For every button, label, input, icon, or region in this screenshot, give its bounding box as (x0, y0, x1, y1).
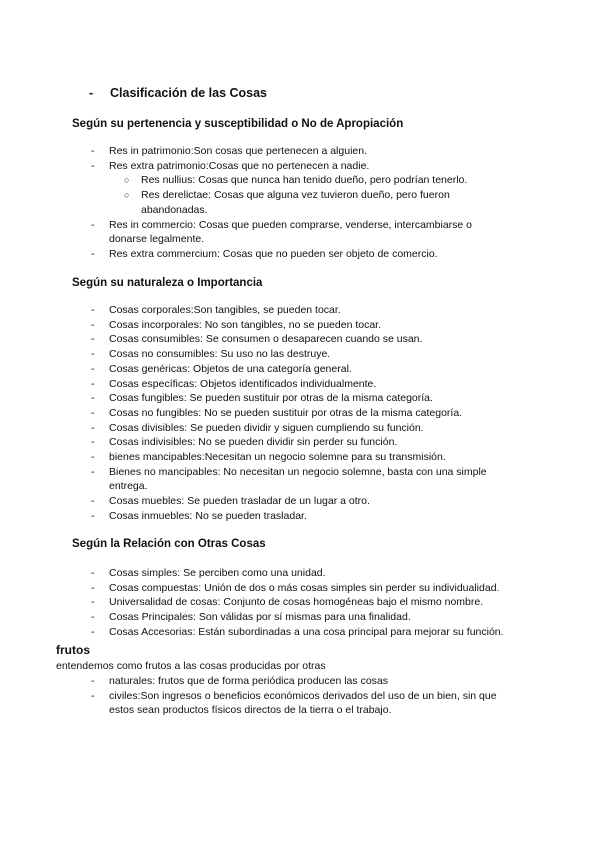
list-item: - naturales: frutos que de forma periódica producen las cosas (91, 674, 516, 689)
list-item: - Res in commercio: Cosas que pueden comprarse, venderse, intercambiarse o donarse legalmente. (91, 218, 511, 247)
list-item: - Cosas inmuebles: No se pueden trasladar. (91, 509, 511, 524)
list-item: - Universalidad de cosas: Conjunto de cosas homogéneas bajo el mismo nombre. (91, 595, 536, 610)
list-pertenencia (91, 144, 511, 262)
list-item: - Res in patrimonio:Son cosas que pertenecen a alguien. (91, 144, 511, 159)
title-dash: - (89, 86, 94, 100)
list-item: - Cosas corporales:Son tangibles, se pueden tocar. (91, 303, 511, 318)
title-text: Clasificación de las Cosas (110, 86, 268, 100)
sublist-res-extra (109, 173, 511, 217)
sublist-item: ○ Res nullius: Cosas que nunca han tenido dueño, pero podrían tenerlo. (109, 173, 511, 188)
list-frutos (91, 674, 516, 718)
document-title (89, 86, 267, 100)
list-item: - Cosas muebles: Se pueden trasladar de un lugar a otro. (91, 494, 511, 509)
sublist-item: ○ Res derelictae: Cosas que alguna vez tuvieron dueño, pero fueron abandonadas. (109, 188, 511, 217)
list-item: - Cosas no consumibles: Su uso no las destruye. (91, 347, 511, 362)
list-relacion (91, 566, 536, 640)
list-item: - civiles:Son ingresos o beneficios económicos derivados del uso de un bien, sin que estos sean productos físicos directos de la tierra o el trabajo. (91, 689, 516, 718)
list-item: - Cosas incorporales: No son tangibles, no se pueden tocar. (91, 318, 511, 333)
list-item: - Cosas simples: Se perciben como una unidad. (91, 566, 536, 581)
list-item: - Cosas fungibles: Se pueden sustituir por otras de la misma categoría. (91, 391, 511, 406)
list-item: - Cosas genéricas: Objetos de una categoría general. (91, 362, 511, 377)
frutos-intro: entendemos como frutos a las cosas producidas por otras (56, 660, 326, 672)
list-item: - Cosas Accesorias: Están subordinadas a una cosa principal para mejorar su función. (91, 625, 536, 640)
list-item: - Cosas consumibles: Se consumen o desaparecen cuando se usan. (91, 332, 511, 347)
list-naturaleza (91, 303, 511, 524)
list-item: - Cosas compuestas: Unión de dos o más cosas simples sin perder su individualidad. (91, 581, 536, 596)
list-item: - Cosas específicas: Objetos identificados individualmente. (91, 377, 511, 392)
section-heading-pertenencia: Según su pertenencia y susceptibilidad o No de Apropiación (72, 118, 404, 130)
list-item: - Res extra commercium: Cosas que no pueden ser objeto de comercio. (91, 247, 511, 262)
section-heading-relacion: Según la Relación con Otras Cosas (72, 538, 266, 550)
list-item: - Cosas no fungibles: No se pueden sustituir por otras de la misma categoría. (91, 406, 511, 421)
list-item-text: Res extra patrimonio:Cosas que no pertenecen a nadie. (109, 159, 370, 172)
list-item: - Cosas indivisibles: No se pueden dividir sin perder su función. (91, 435, 511, 450)
list-item: - Cosas Principales: Son válidas por sí mismas para una finalidad. (91, 610, 536, 625)
section-heading-naturaleza: Según su naturaleza o Importancia (72, 277, 263, 289)
frutos-heading: frutos (56, 643, 90, 657)
list-item: - bienes mancipables:Necesitan un negocio solemne para su transmisión. (91, 450, 511, 465)
list-item: - Cosas divisibles: Se pueden dividir y siguen cumpliendo su función. (91, 421, 511, 436)
list-item: - Bienes no mancipables: No necesitan un negocio solemne, basta con una simple entrega. (91, 465, 511, 494)
list-item (91, 159, 511, 218)
